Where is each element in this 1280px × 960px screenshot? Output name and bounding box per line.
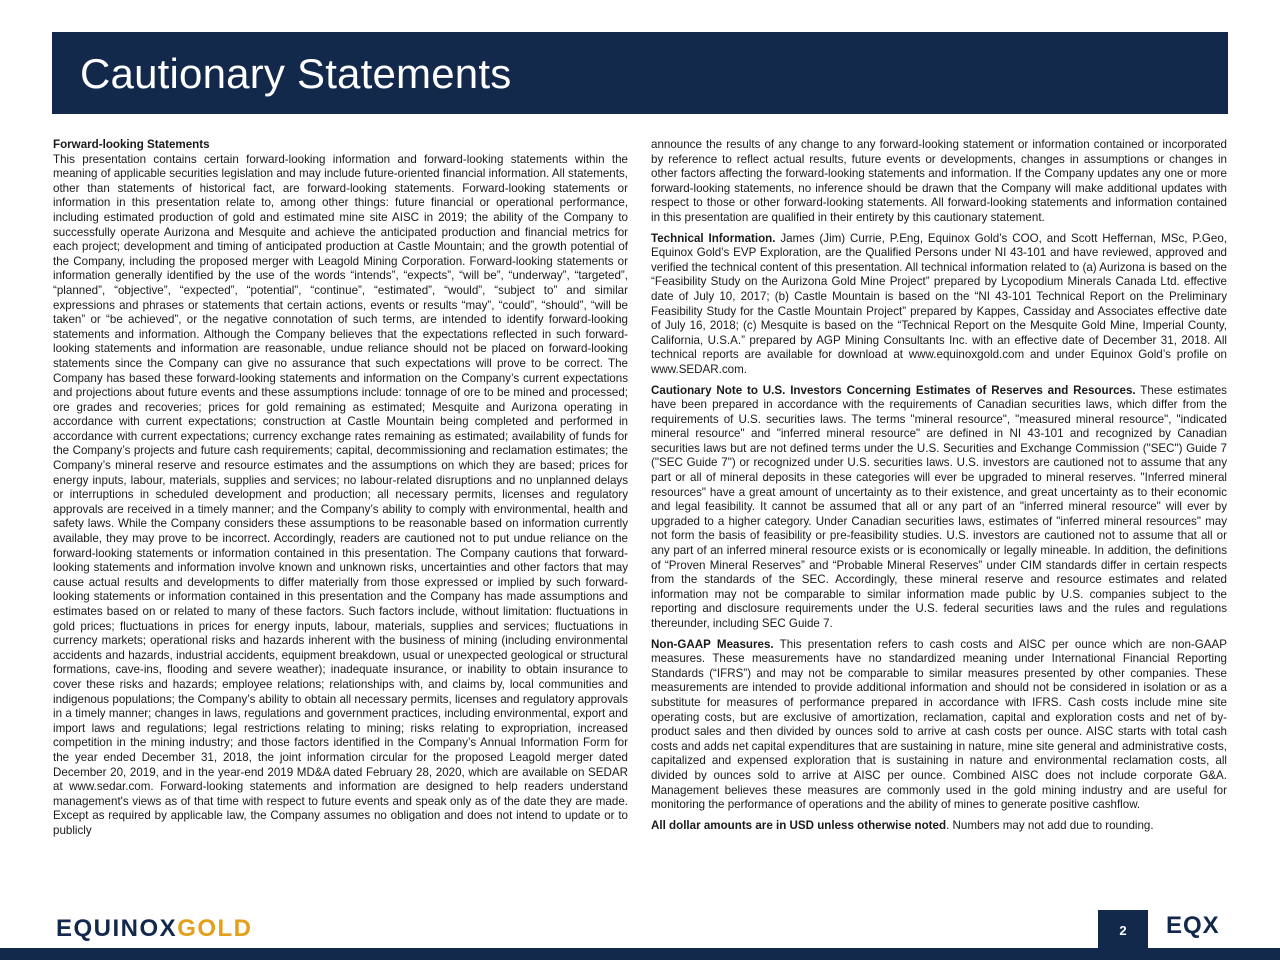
technical-information-paragraph — [651, 232, 1227, 378]
usd-note-body: . Numbers may not add due to rounding. — [946, 818, 1154, 832]
forward-looking-continued: announce the results of any change to any forward-looking statement or information contained or incorporated by reference to reflect actual results, future events or developments, changes in assumptions or changes in other factors affecting the forward-looking statements and information. If the Company updates any one or more forward-looking statements, no inference should be drawn that the Company will make additional updates with respect to those or other forward-looking statements. All forward-looking statements and information contained in this presentation are qualified in their entirety by this cautionary statement. — [651, 138, 1227, 224]
title-bar — [52, 32, 1228, 114]
forward-looking-heading: Forward-looking Statements — [53, 138, 210, 151]
usd-note-heading: All dollar amounts are in USD unless otherwise noted — [651, 818, 947, 832]
ticker-symbol: EQX — [1166, 912, 1220, 939]
logo-word-equinox: EQUINOX — [56, 915, 178, 942]
usd-note-paragraph — [651, 819, 1227, 834]
page-number: 2 — [1098, 910, 1148, 952]
non-gaap-heading: Non-GAAP Measures. — [651, 637, 774, 651]
technical-information-body: James (Jim) Currie, P.Eng, Equinox Gold’s COO, and Scott Heffernan, MSc, P.Geo, Equinox Gold’s EVP Exploration, are the Qualified Persons under NI 43-101 and have reviewed, approved and verified the technical content of this presentation. All technical information related to (a) Aurizona is based on the “Feasibility Study on the Aurizona Gold Mine Project” prepared by Lycopodium Minerals Canada Ltd. effective date of July 10, 2017; (b) Castle Mountain is based on the “NI 43-101 Technical Report on the Preliminary Feasibility Study for the Castle Mountain Project” prepared by Kappes, Cassiday and Associates effective date of July 16, 2018; (c) Mesquite is based on the “Technical Report on the Mesquite Gold Mine, Imperial County, California, U.S.A.” prepared by AGP Mining Consultants Inc. with an effective date of December 31, 2018. All technical reports are available for download at www.equinoxgold.com and under Equinox Gold’s profile on www.SEDAR.com. — [651, 231, 1227, 376]
non-gaap-paragraph — [651, 638, 1227, 813]
bottom-bar — [0, 948, 1280, 960]
us-investors-note-heading: Cautionary Note to U.S. Investors Concerning Estimates of Reserves and Resources. — [651, 383, 1136, 397]
page-title: Cautionary Statements — [80, 50, 512, 97]
technical-information-heading: Technical Information. — [651, 231, 776, 245]
logo-word-gold: GOLD — [177, 915, 253, 942]
equinox-gold-logo — [56, 914, 253, 944]
us-investors-note-body: These estimates have been prepared in accordance with the requirements of Canadian securities laws, which differ from the requirements of U.S. securities laws. The terms "mineral resource", "measured mineral resource", "indicated mineral resource" and "inferred mineral resource" are defined in NI 43-101 and recognized by Canadian securities laws but are not defined terms under the U.S. Securities and Exchange Commission ("SEC") Guide 7 ("SEC Guide 7") or recognized under U.S. securities laws. U.S. investors are cautioned not to assume that any part or all of mineral deposits in these categories will ever be upgraded to mineral reserves. "Inferred mineral resources" have a great amount of uncertainty as to their existence, and great uncertainty as to their economic and legal feasibility. It cannot be assumed that all or any part of an "inferred mineral resource" will ever by upgraded to a higher category. Under Canadian securities laws, estimates of "inferred mineral resources" may not form the basis of feasibility or pre-feasibility studies. U.S. investors are cautioned not to assume that all or any part of an inferred mineral resource exists or is economically or legally mineable. In addition, the definitions of “Proven Mineral Reserves” and “Probable Mineral Reserves” under CIM standards differ in certain respects from the standards of the SEC. Accordingly, these mineral reserve and resource estimates and related information may not be comparable to similar information made public by U.S. companies subject to the reporting and disclosure requirements under the U.S. federal securities laws and the rules and regulations thereunder, including SEC Guide 7. — [651, 383, 1227, 630]
forward-looking-body: This presentation contains certain forward-looking information and forward-looking statements within the meaning of applicable securities legislation and may include future-oriented financial information. All statements, other than statements of historical fact, are forward-looking statements. Forward-looking statements or information in this presentation relate to, among other things: future financial or operational performance, including estimated production of gold and estimated mine site AISC in 2019; the ability of the Company to successfully operate Aurizona and Mesquite and achieve the anticipated production and financial metrics for each project; development and timing of anticipated production at Castle Mountain; and the growth potential of the Company, including the proposed merger with Leagold Mining Corporation. Forward-looking statements or information generally identified by the use of the words “intends”, “expects”, “will be”, “underway”, “targeted”, “planned”, “objective”, “expected”, “potential”, “continue”, “estimated”, “would”, “subject to” and similar expressions and phrases or statements that certain actions, events or results “may”, “could”, “should”, “will be taken” or “be achieved”, or the negative connotation of such terms, are intended to identify forward-looking statements and information. Although the Company believes that the expectations reflected in such forward-looking statements and information are reasonable, undue reliance should not be placed on forward-looking statements since the Company can give no assurance that such expectations will prove to be correct. The Company has based these forward-looking statements and information on the Company’s current expectations and projections about future events and these assumptions include: tonnage of ore to be mined and processed; ore grades and recoveries; prices for gold remaining as estimated; Mesquite and Aurizona operating in accordance with current expectations; construction at Castle Mountain being completed and performed in accordance with current expectations; currency exchange rates remaining as estimated; availability of funds for the Company’s projects and future cash requirements; capital, decommissioning and reclamation estimates; the Company’s mineral reserve and resource estimates and the assumptions on which they are based; prices for energy inputs, labour, materials, supplies and services; no labour-related disruptions and no unplanned delays or interruptions in scheduled development and production; all necessary permits, licenses and regulatory approvals are received in a timely manner; and the Company’s ability to comply with environmental, health and safety laws. While the Company considers these assumptions to be reasonable based on information currently available, they may prove to be incorrect. Accordingly, readers are cautioned not to put undue reliance on the forward-looking statements or information contained in this presentation. The Company cautions that forward-looking statements and information involve known and unknown risks, uncertainties and other factors that may cause actual results and developments to differ materially from those expressed or implied by such forward-looking statements or information contained in this presentation and the Company has made assumptions and estimates based on or related to many of these factors. Such factors include, without limitation: fluctuations in gold prices; fluctuations in prices for energy inputs, labour, materials, supplies and services; fluctuations in currency markets; operational risks and hazards inherent with the business of mining (including environmental accidents and hazards, industrial accidents, equipment breakdown, usual or unexpected geological or structural formations, cave-ins, flooding and severe weather); inadequate insurance, or inability to obtain insurance to cover these risks and hazards; employee relations; relationships with, and claims by, local communities and indigenous populations; the Company’s ability to obtain all necessary permits, licenses and regulatory approvals in a timely manner; changes in laws, regulations and government practices, including environmental, export and import laws and regulations; legal restrictions relating to mining; risks relating to expropriation, increased competition in the mining industry; and those factors identified in the Company’s Annual Information Form for the year ended December 31, 2018, the joint information circular for the proposed Leagold merger dated December 20, 2019, and in the year-end 2019 MD&A dated February 28, 2020, which are available on SEDAR at www.sedar.com. Forward-looking statements and information are designed to help readers understand management's views as of that time with respect to future events and speak only as of the date they are made. Except as required by applicable law, the Company assumes no obligation and does not intend to update or to publicly — [53, 152, 628, 837]
right-column — [651, 138, 1227, 833]
non-gaap-body: This presentation refers to cash costs and AISC per ounce which are non-GAAP measures. These measurements have no standardized meaning under International Financial Reporting Standards (“IFRS”) and may not be comparable to similar measures presented by other companies. These measurements are intended to provide additional information and should not be considered in isolation or as a substitute for measures of performance prepared in accordance with IFRS. Cash costs include mine site operating costs, but are exclusive of amortization, reclamation, capital and exploration costs and net of by-product sales and then divided by ounces sold to arrive at cash costs per ounce. AISC starts with total cash costs and adds net capital expenditures that are sustaining in nature, mine site general and administrative costs, capitalized and expensed exploration that is sustaining in nature and environmental reclamation costs, all divided by ounces sold to arrive at AISC per ounce. Combined AISC does not include corporate G&A. Management believes these measures are commonly used in the gold mining industry and are useful for monitoring the performance of operations and the ability of mines to generate positive cashflow. — [651, 637, 1227, 812]
us-investors-note-paragraph — [651, 384, 1227, 632]
left-column — [53, 138, 628, 839]
